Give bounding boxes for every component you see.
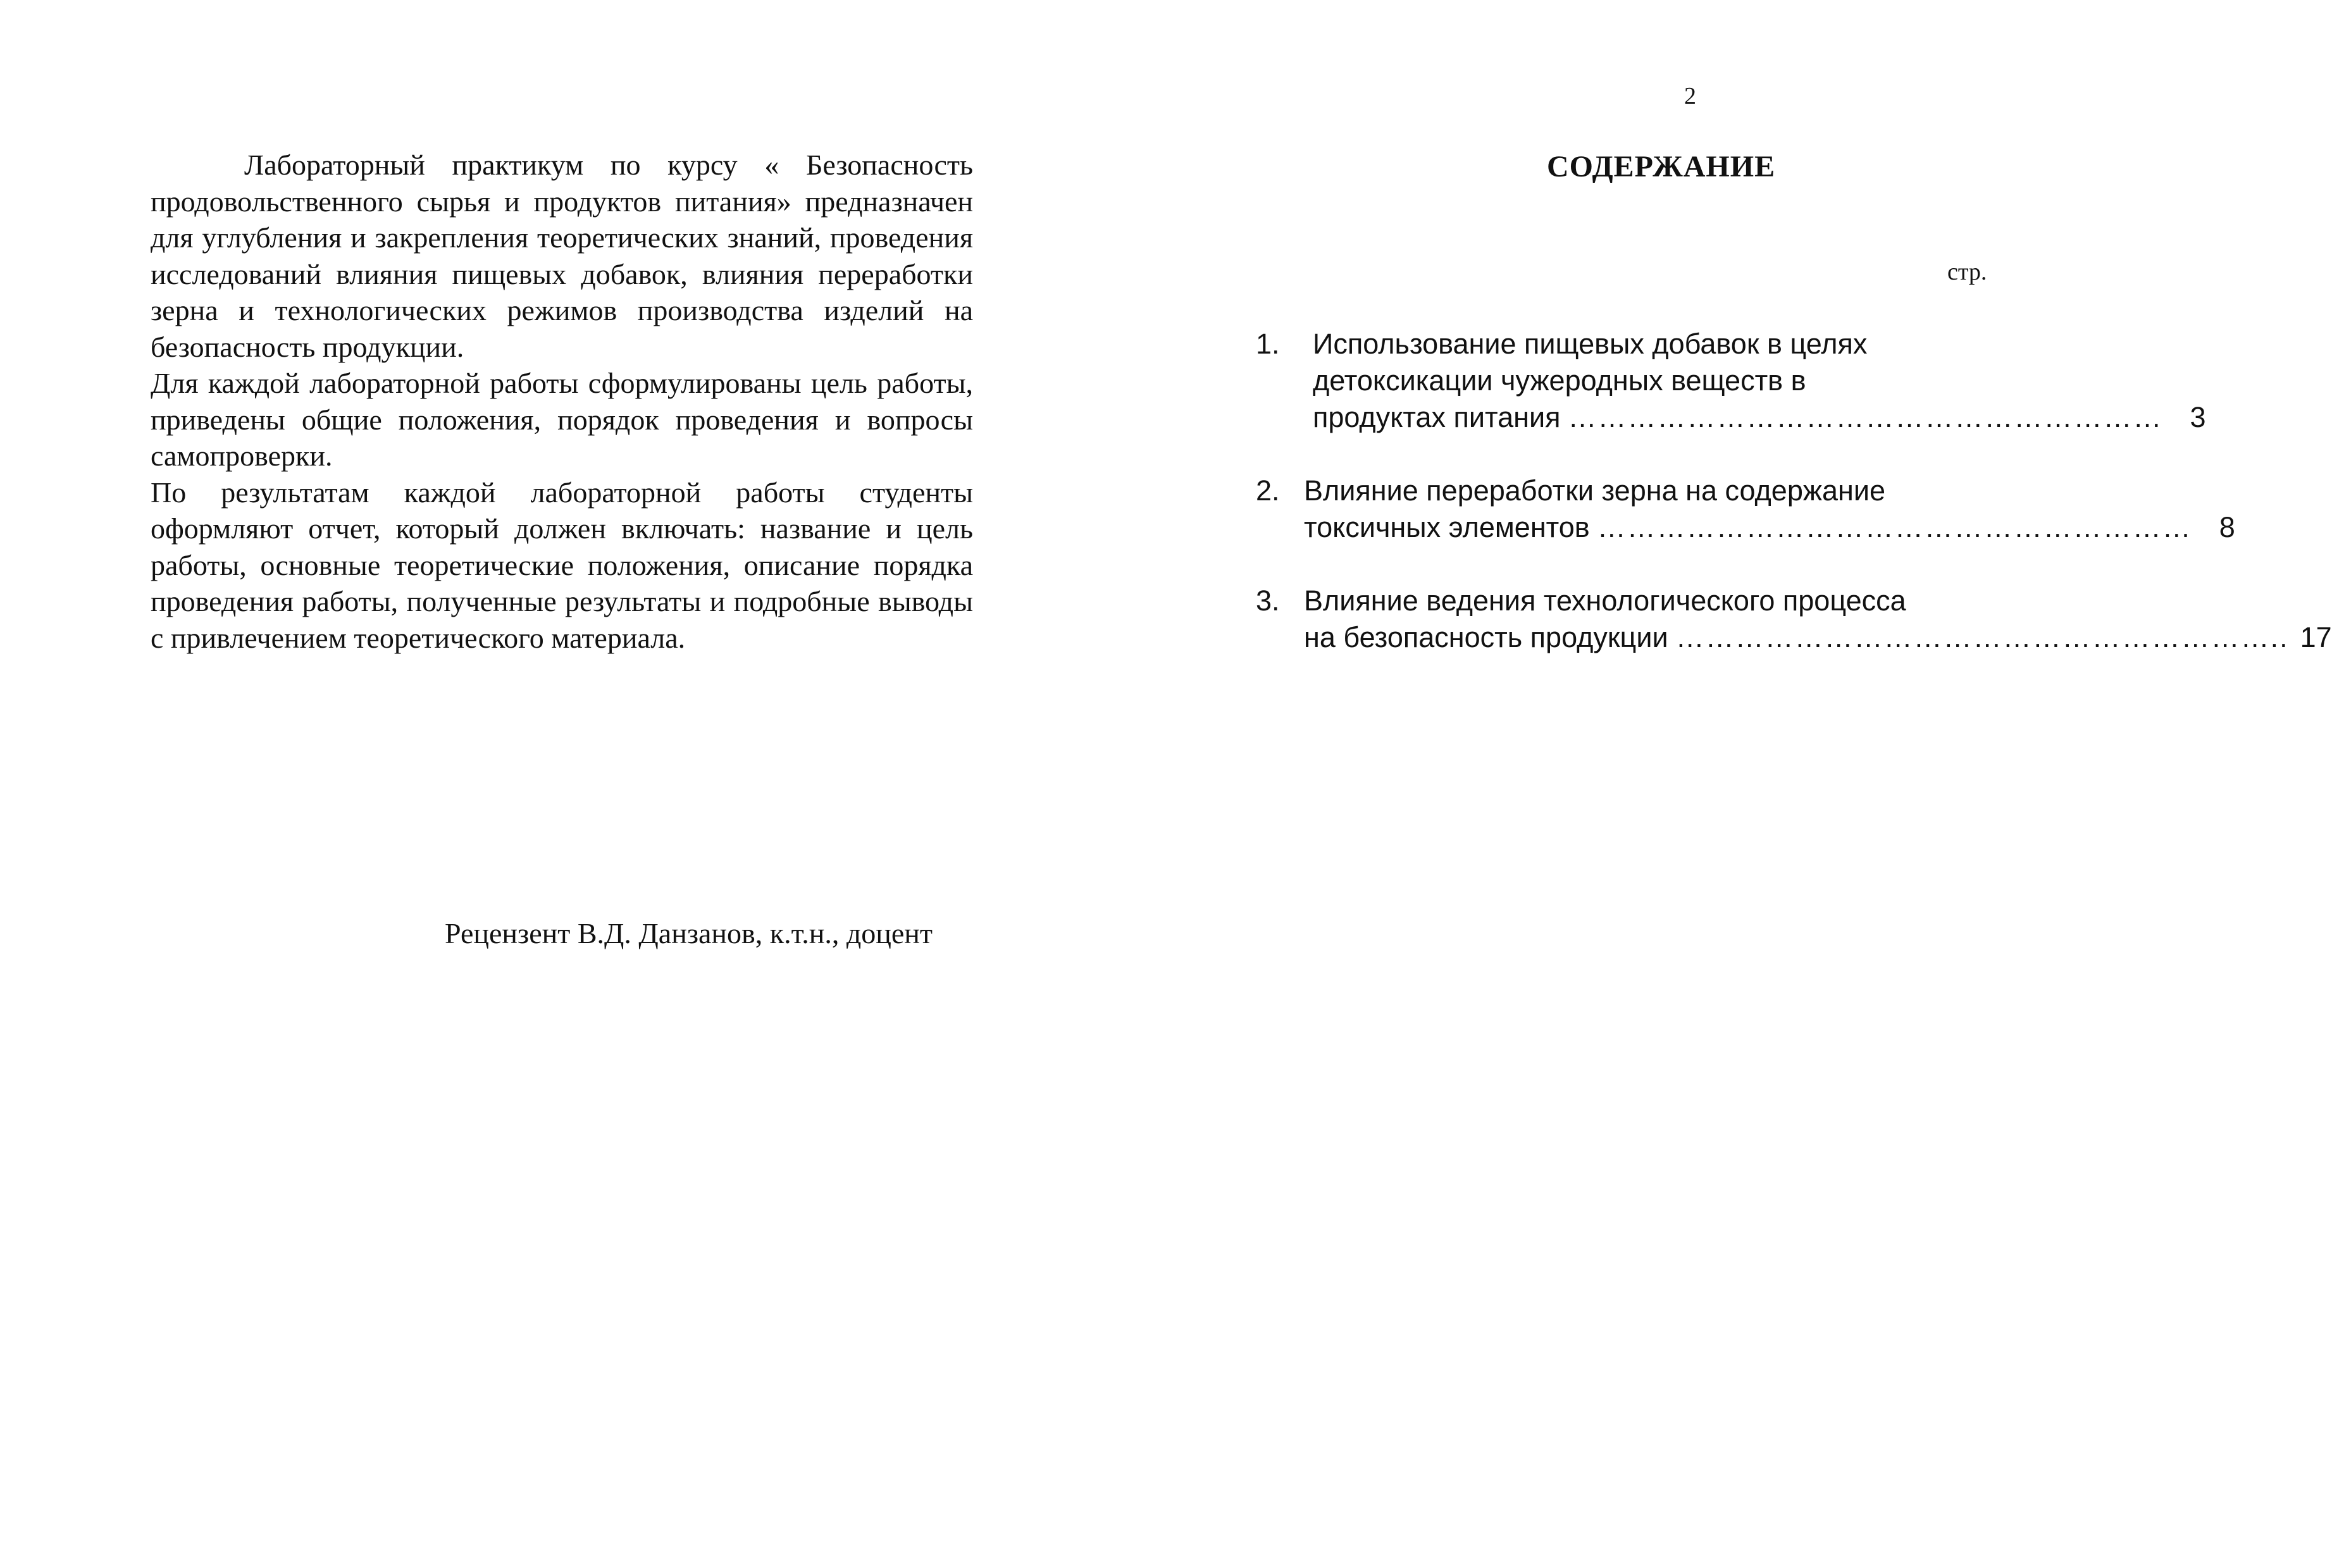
toc-entry-title-line: на безопасность продукции [1304, 621, 1668, 653]
toc-entry-title-line: Использование пищевых добавок в целях [1313, 328, 1868, 360]
table-of-contents [1256, 326, 2332, 656]
left-page [151, 147, 973, 949]
page-number: 2 [1684, 83, 1696, 109]
toc-entry [1256, 583, 2332, 656]
toc-entry-title-line: токсичных элементов [1304, 511, 1590, 543]
toc-entry-page: 3 [2190, 401, 2206, 433]
intro-paragraph-2: Для каждой лабораторной работы сформулированы цель работы, приведены общие положения, порядок проведения и вопросы самопроверки. [151, 367, 973, 472]
toc-title: СОДЕРЖАНИЕ [1547, 150, 1776, 183]
intro-text [151, 147, 973, 656]
intro-paragraph-1: Лабораторный практикум по курсу « Безопасность продовольственного сырья и продуктов питания» предназначен для углубления и закрепления теоретических знаний, проведения исследований влияния пищевых добавок, влияния переработки зерна и технологических режимов производства изделий на безопасность продукции. [151, 149, 973, 363]
toc-entry [1256, 472, 2235, 546]
toc-entry-last-line [1313, 399, 2206, 436]
toc-entry-title-line: Влияние переработки зерна на содержание [1304, 474, 1885, 507]
toc-leader-dots: …………………………………………………….. [1675, 621, 2289, 653]
toc-entry-title-line: детоксикации чужеродных веществ в [1313, 364, 1806, 397]
toc-entry-page: 8 [2219, 511, 2235, 543]
toc-entry-last-line [1304, 509, 2235, 546]
toc-entry-number: 2. [1256, 474, 1280, 507]
toc-entry-title-line: продуктах питания [1313, 401, 1561, 433]
toc-leader-dots: …………………………………………………… [1568, 401, 2163, 433]
reviewer-line: Рецензент В.Д. Данзанов, к.т.н., доцент [445, 917, 933, 949]
intro-paragraph-3: По результатам каждой лабораторной работы студенты оформляют отчет, который должен включать: название и цель работы, основные теоретические положения, описание порядка проведения работы, полученные результаты и подробные выводы с привлечением теоретического материала. [151, 476, 973, 654]
toc-entry-page: 17 [2300, 621, 2332, 653]
toc-page-column-label: стр. [1947, 259, 1987, 285]
toc-entry-number: 3. [1256, 584, 1280, 617]
toc-leader-dots: …………………………………………………… [1597, 511, 2192, 543]
toc-entry-number: 1. [1256, 328, 1280, 360]
toc-entry-last-line [1304, 619, 2332, 656]
toc-entry [1256, 326, 2206, 436]
toc-entry-title-line: Влияние ведения технологического процесса [1304, 584, 1906, 617]
